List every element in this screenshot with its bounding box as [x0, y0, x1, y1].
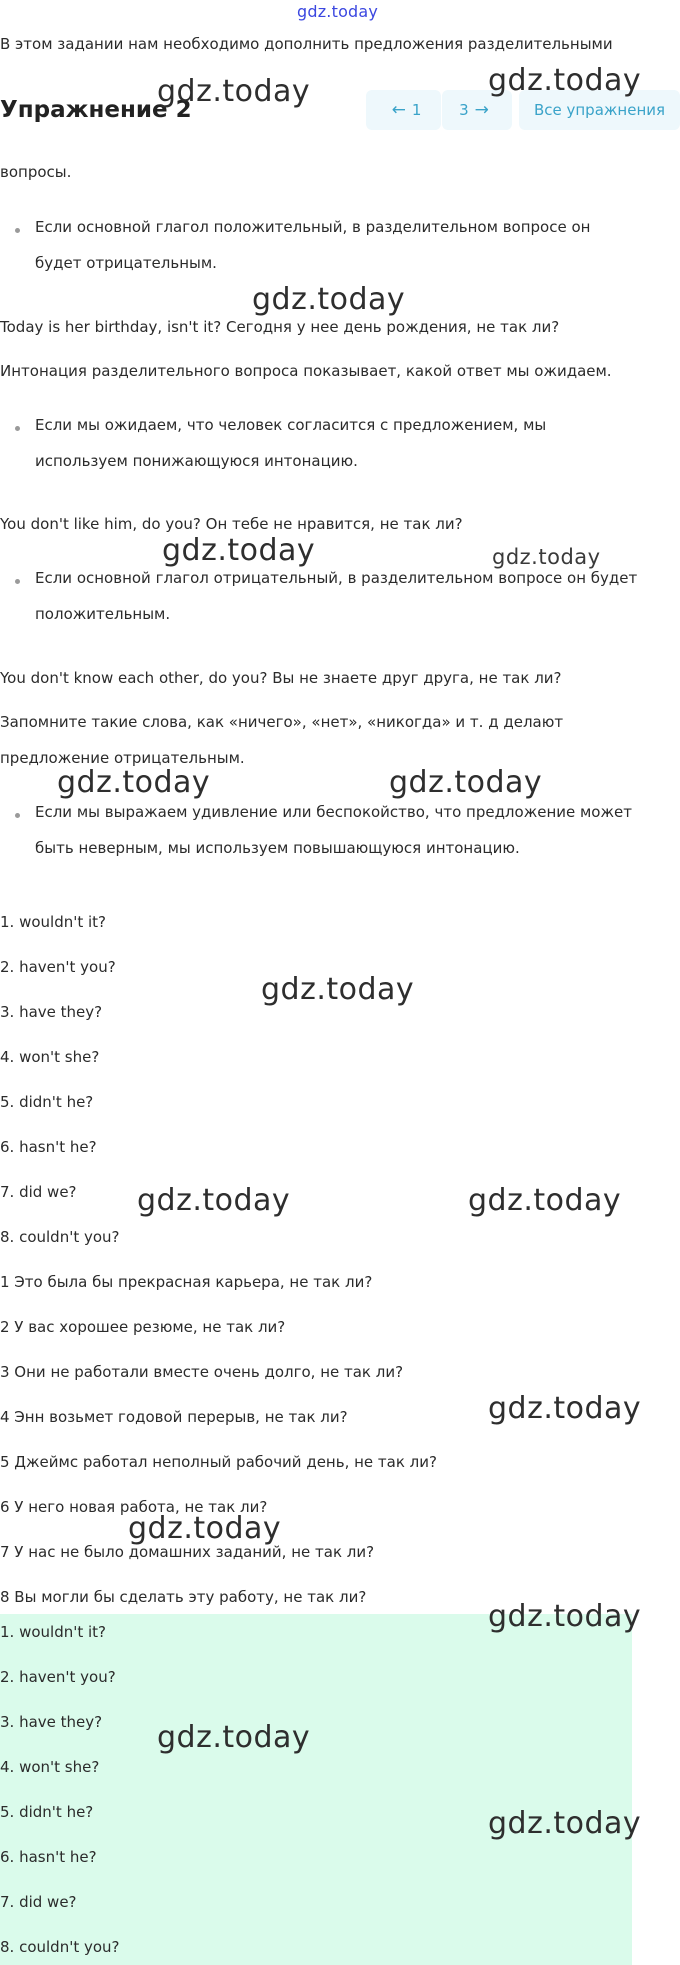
prev-exercise-button[interactable]: [366, 90, 441, 130]
example-1: Today is her birthday, isn't it? Сегодня у нее день рождения, не так ли?: [0, 318, 560, 336]
translation-item: 3 Они не работали вместе очень долго, не так ли?: [0, 1363, 404, 1381]
bullet-dot: [15, 426, 20, 431]
watermark: gdz.today: [488, 1806, 642, 1841]
watermark: gdz.today: [157, 1720, 311, 1755]
answer-item: 6. hasn't he?: [0, 1138, 97, 1156]
watermark: gdz.today: [468, 1183, 622, 1218]
final-answer-item: 1. wouldn't it?: [0, 1623, 107, 1641]
translation-item: 4 Энн возьмет годовой перерыв, не так ли?: [0, 1408, 348, 1426]
translation-item: 2 У вас хорошее резюме, не так ли?: [0, 1318, 286, 1336]
watermark: gdz.today: [128, 1511, 282, 1546]
answer-item: 3. have they?: [0, 1003, 103, 1021]
translation-item: 7 У нас не было домашних заданий, не так ли?: [0, 1543, 375, 1561]
intonation-text: Интонация разделительного вопроса показывает, какой ответ мы ожидаем.: [0, 362, 612, 380]
site-logo[interactable]: gdz.today: [297, 2, 379, 21]
final-answer-item: 2. haven't you?: [0, 1668, 116, 1686]
final-answer-item: 7. did we?: [0, 1893, 77, 1911]
bullet-dot: [15, 228, 20, 233]
bullet2-line1: Если мы ожидаем, что человек согласится с предложением, мы: [35, 416, 547, 434]
bullet1-line1: Если основной глагол положительный, в разделительном вопросе он: [35, 218, 591, 236]
arrow-left-icon: ←: [391, 100, 406, 120]
translation-item: 5 Джеймс работал неполный рабочий день, не так ли?: [0, 1453, 437, 1471]
watermark: gdz.today: [492, 545, 601, 569]
answer-item: 4. won't she?: [0, 1048, 100, 1066]
remember-line2: предложение отрицательным.: [0, 749, 245, 767]
bullet1-line2: будет отрицательным.: [35, 254, 217, 272]
final-answer-item: 5. didn't he?: [0, 1803, 94, 1821]
translation-item: 8 Вы могли бы сделать эту работу, не так ли?: [0, 1588, 367, 1606]
bullet-dot: [15, 813, 20, 818]
answer-item: 1. wouldn't it?: [0, 913, 107, 931]
exercise-title: Упражнение 2: [0, 97, 192, 123]
final-answer-item: 3. have they?: [0, 1713, 103, 1731]
answer-item: 5. didn't he?: [0, 1093, 94, 1111]
prev-exercise-label: 1: [411, 101, 422, 119]
final-answer-item: 8. couldn't you?: [0, 1938, 120, 1956]
watermark: gdz.today: [57, 765, 211, 800]
answer-item: 8. couldn't you?: [0, 1228, 120, 1246]
arrow-right-icon: →: [474, 100, 489, 120]
watermark: gdz.today: [162, 533, 316, 568]
watermark: gdz.today: [488, 1599, 642, 1634]
watermark: gdz.today: [488, 63, 642, 98]
bullet4-line2: быть неверным, мы используем повышающуюся интонацию.: [35, 839, 520, 857]
bullet3-line1: Если основной глагол отрицательный, в разделительном вопросе он будет: [35, 569, 638, 587]
watermark: gdz.today: [157, 74, 311, 109]
final-answer-item: 4. won't she?: [0, 1758, 100, 1776]
remember-line1: Запомните такие слова, как «ничего», «нет», «никогда» и т. д делают: [0, 713, 564, 731]
example-3: You don't know each other, do you? Вы не знаете друг друга, не так ли?: [0, 669, 562, 687]
watermark: gdz.today: [137, 1183, 291, 1218]
bullet-dot: [15, 579, 20, 584]
all-exercises-label: Все упражнения: [533, 101, 666, 119]
final-answer-item: 6. hasn't he?: [0, 1848, 97, 1866]
bullet3-line2: положительным.: [35, 605, 171, 623]
watermark: gdz.today: [389, 765, 543, 800]
answer-highlight-box: [0, 1614, 632, 1965]
translation-item: 1 Это была бы прекрасная карьера, не так ли?: [0, 1273, 373, 1291]
answer-item: 7. did we?: [0, 1183, 77, 1201]
watermark: gdz.today: [261, 972, 415, 1007]
translation-item: 6 У него новая работа, не так ли?: [0, 1498, 268, 1516]
answer-item: 2. haven't you?: [0, 958, 116, 976]
bullet2-line2: используем понижающуюся интонацию.: [35, 452, 358, 470]
watermark: gdz.today: [252, 282, 406, 317]
next-exercise-label: 3: [459, 101, 469, 119]
watermark: gdz.today: [488, 1391, 642, 1426]
intro-text: В этом задании нам необходимо дополнить предложения разделительными: [0, 35, 613, 53]
example-2: You don't like him, do you? Он тебе не нравится, не так ли?: [0, 515, 463, 533]
bullet4-line1: Если мы выражаем удивление или беспокойство, что предложение может: [35, 803, 632, 821]
body-line-questions: вопросы.: [0, 163, 72, 181]
